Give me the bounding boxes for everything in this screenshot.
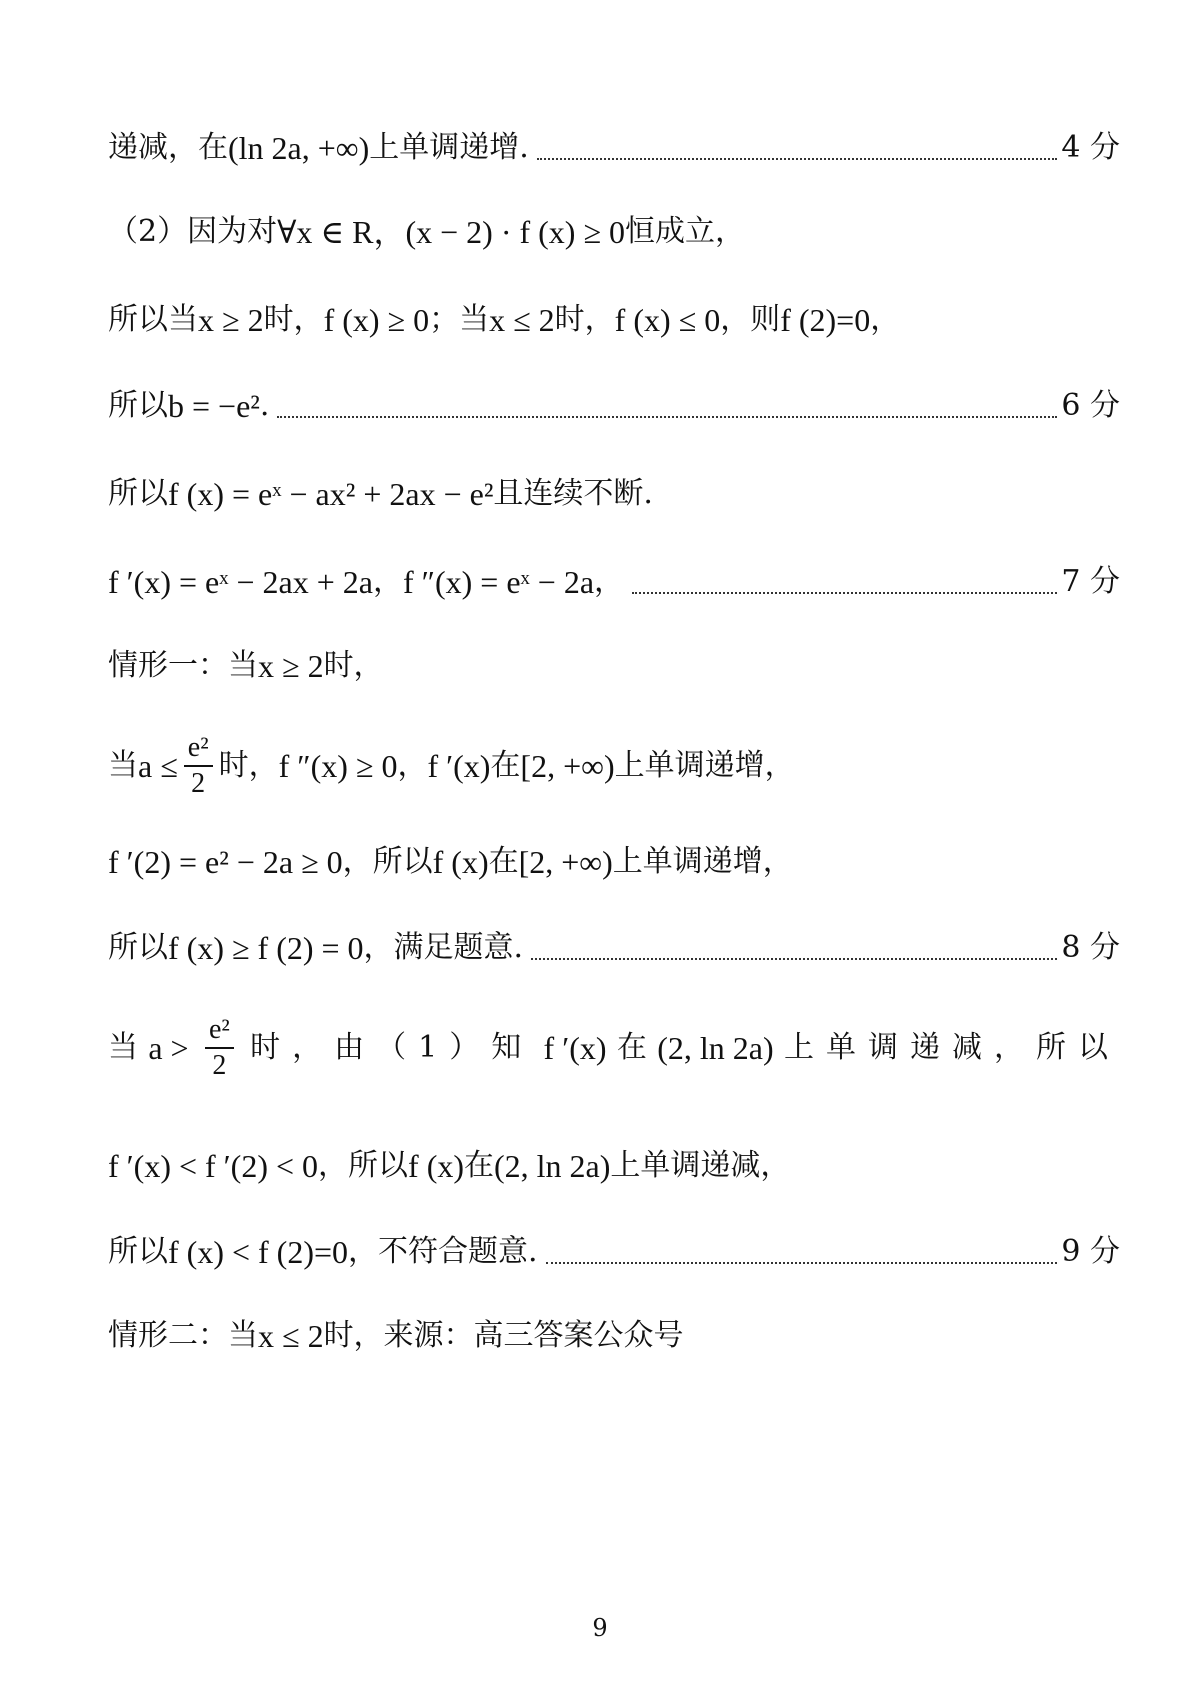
text-segment: 在 — [490, 748, 521, 783]
text-segment: ，所以 — [342, 844, 433, 879]
fraction — [184, 731, 213, 801]
text-segment: 当 — [108, 748, 138, 783]
solution-line-4 — [108, 386, 1120, 426]
solution-line-12 — [108, 1146, 1120, 1186]
solution-line-6 — [108, 562, 1120, 602]
math-expression: (x − 2) · f (x) ≥ 0 — [405, 214, 625, 250]
solution-line-5 — [108, 474, 1120, 514]
text-segment: （2）因为对 — [108, 214, 278, 249]
text-segment: 当 — [108, 1030, 138, 1065]
text-segment: ， — [397, 748, 428, 783]
solution-line-14 — [108, 1316, 1120, 1356]
score-label: 8 分 — [1061, 930, 1120, 965]
solution-line-10 — [108, 928, 1120, 968]
text-segment: 所以 — [108, 476, 168, 511]
math-interval: [2, +∞) — [518, 844, 613, 880]
math-expression: x ≥ 2 — [258, 648, 324, 684]
score-label: 6 分 — [1061, 388, 1120, 423]
text-segment: 所以 — [108, 388, 168, 423]
text-segment: 情形一：当 — [108, 648, 258, 683]
text-segment: ，满足题意. — [363, 930, 524, 965]
fraction-numerator: e² — [208, 1014, 230, 1045]
fraction — [205, 1013, 234, 1083]
math-expression: f (x) ≤ 0 — [614, 302, 721, 338]
math-expression: f ′(2) = e² − 2a ≥ 0 — [108, 844, 343, 880]
text-segment: 上单调递减， — [610, 1148, 791, 1183]
text-segment: 时， — [554, 302, 615, 337]
math-expression: f ″(x) ≥ 0 — [278, 748, 398, 784]
solution-line-9 — [108, 842, 1120, 882]
text-segment: 在 — [488, 844, 519, 879]
math-expression: b = −e² — [168, 388, 260, 424]
solution-line-13 — [108, 1232, 1120, 1272]
solution-line-7 — [108, 646, 1120, 686]
fraction-numerator: e² — [187, 732, 209, 763]
dotted-leader — [277, 416, 1057, 418]
math-expression: f (x) — [408, 1148, 464, 1184]
score-label: 7 分 — [1061, 564, 1120, 599]
math-expression: f (2)=0 — [780, 302, 871, 338]
text-segment: 所以 — [108, 1234, 168, 1269]
score-label: 9 分 — [1061, 1234, 1120, 1269]
text-segment: 时，由（1）知 — [250, 1030, 534, 1065]
math-expression: f (x) = eˣ − ax² + 2ax − e² — [168, 476, 494, 512]
text-segment: 时， — [263, 302, 324, 337]
text-segment: 时， — [218, 748, 279, 783]
solution-line-1 — [108, 128, 1120, 168]
text-segment: ；当 — [429, 302, 490, 337]
text-segment: 时，来源：高三答案公众号 — [323, 1318, 684, 1353]
math-interval: [2, +∞) — [520, 748, 615, 784]
text-segment: 恒成立， — [625, 214, 745, 249]
text-segment: ， — [870, 302, 901, 337]
dotted-leader — [531, 958, 1057, 960]
text-segment: ， — [372, 564, 403, 599]
math-expression: f ′(x) = eˣ − 2ax + 2a — [108, 564, 373, 600]
fraction-denominator: 2 — [212, 1050, 227, 1081]
math-interval: (ln 2a, +∞) — [228, 130, 370, 166]
text-segment: 上单调递增， — [614, 748, 795, 783]
math-expression: x ≥ 2 — [198, 302, 264, 338]
text-segment: 在 — [616, 1030, 647, 1065]
text-segment: 在 — [464, 1148, 494, 1183]
math-expression: f (x) ≥ f (2) = 0 — [168, 930, 364, 966]
math-expression: f ′(x) — [427, 748, 491, 784]
math-expression: f ″(x) = eˣ − 2a — [402, 564, 595, 600]
math-expression: f (x) — [432, 844, 489, 880]
text-segment: ，则 — [720, 302, 781, 337]
math-interval: (2, ln 2a) — [494, 1148, 611, 1184]
text-segment: 上单调递增， — [612, 844, 793, 879]
math-expression: ∀x ∈ R， — [277, 214, 406, 250]
text-segment: 上单调递增. — [369, 130, 529, 165]
math-expression: f ′(x) — [543, 1030, 607, 1066]
text-segment: 时， — [323, 648, 384, 683]
math-interval: (2, ln 2a) — [657, 1030, 774, 1066]
dotted-leader — [537, 158, 1058, 160]
text-segment: 上单调递减，所以 — [783, 1030, 1120, 1065]
text-segment: 情形二：当 — [108, 1318, 258, 1353]
math-expression: a > — [148, 1030, 189, 1066]
math-expression: f (x) < f (2)=0 — [168, 1234, 349, 1270]
solution-line-11 — [108, 1010, 1120, 1086]
math-expression: f (x) ≥ 0 — [323, 302, 430, 338]
text-segment: 所以当 — [108, 302, 198, 337]
math-expression: f ′(x) < f ′(2) < 0 — [108, 1148, 319, 1184]
text-segment: 递减，在 — [108, 130, 228, 165]
solution-line-3 — [108, 300, 1120, 340]
text-segment: 所以 — [108, 930, 168, 965]
text-segment: 且连续不断. — [493, 476, 653, 511]
math-expression: a ≤ — [138, 748, 178, 784]
text-segment: . — [259, 388, 270, 423]
text-segment: ，不符合题意. — [348, 1234, 538, 1269]
score-label: 4 分 — [1061, 130, 1120, 165]
fraction-denominator: 2 — [191, 768, 206, 799]
text-segment: ， — [594, 564, 625, 599]
solution-line-2 — [108, 212, 1120, 252]
solution-line-8 — [108, 728, 1120, 804]
math-expression: x ≤ 2 — [258, 1318, 324, 1354]
dotted-leader — [546, 1262, 1058, 1264]
math-expression: x ≤ 2 — [489, 302, 555, 338]
dotted-leader — [632, 592, 1057, 594]
page-number: 9 — [592, 1614, 608, 1642]
text-segment: ，所以 — [318, 1148, 409, 1183]
